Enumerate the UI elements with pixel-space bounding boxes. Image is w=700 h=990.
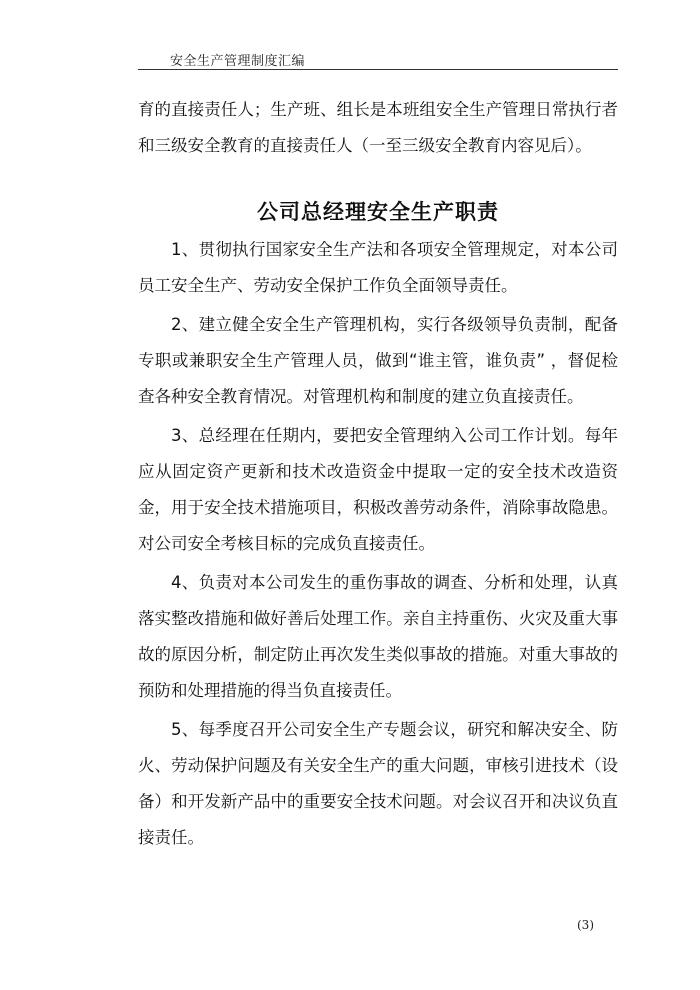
duty-item-2: 2、建立健全安全生产管理机构，实行各级领导负责制，配备专职或兼职安全生产管理人员，做到“谁主管，谁负责” ，督促检查各种安全教育情况。对管理机构和制度的建立负直接责任。 [138, 315, 618, 406]
header-divider [138, 69, 618, 70]
duty-item-1: 1、贯彻执行国家安全生产法和各项安全管理规定，对本公司员工安全生产、劳动安全保护工作负全面领导责任。 [138, 240, 618, 295]
duty-item-3: 3、总经理在任期内，要把安全管理纳入公司工作计划。每年应从固定资产更新和技术改造资金中提取一定的安全技术改造资金，用于安全技术措施项目，积极改善劳动条件，消除事故隐患。对公司安全考核目标的完成负直接责任。 [138, 426, 618, 553]
duty-item-4: 4、负责对本公司发生的重伤事故的调查、分析和处理，认真落实整改措施和做好善后处理工作。亲自主持重伤、火灾及重大事故的原因分析，制定防止再次发生类似事故的措施。对重大事故的预防和处理措施的得当负直接责任。 [138, 573, 618, 700]
intro-paragraph-block [138, 92, 618, 164]
duty-list [138, 232, 618, 859]
intro-paragraph: 育的直接责任人；生产班、组长是本班组安全生产管理日常执行者和三级安全教育的直接责任人（一至三级安全教育内容见后）。 [138, 100, 618, 155]
page-number: (3) [577, 918, 594, 932]
duty-item-5: 5、每季度召开公司安全生产专题会议，研究和解决安全、防火、劳动保护问题及有关安全生产的重大问题，审核引进技术（设备）和开发新产品中的重要安全技术问题。对会议召开和决议负直接责任。 [138, 720, 618, 847]
section-heading: 公司总经理安全生产职责 [257, 200, 499, 224]
running-header-title: 安全生产管理制度汇编 [170, 54, 306, 69]
